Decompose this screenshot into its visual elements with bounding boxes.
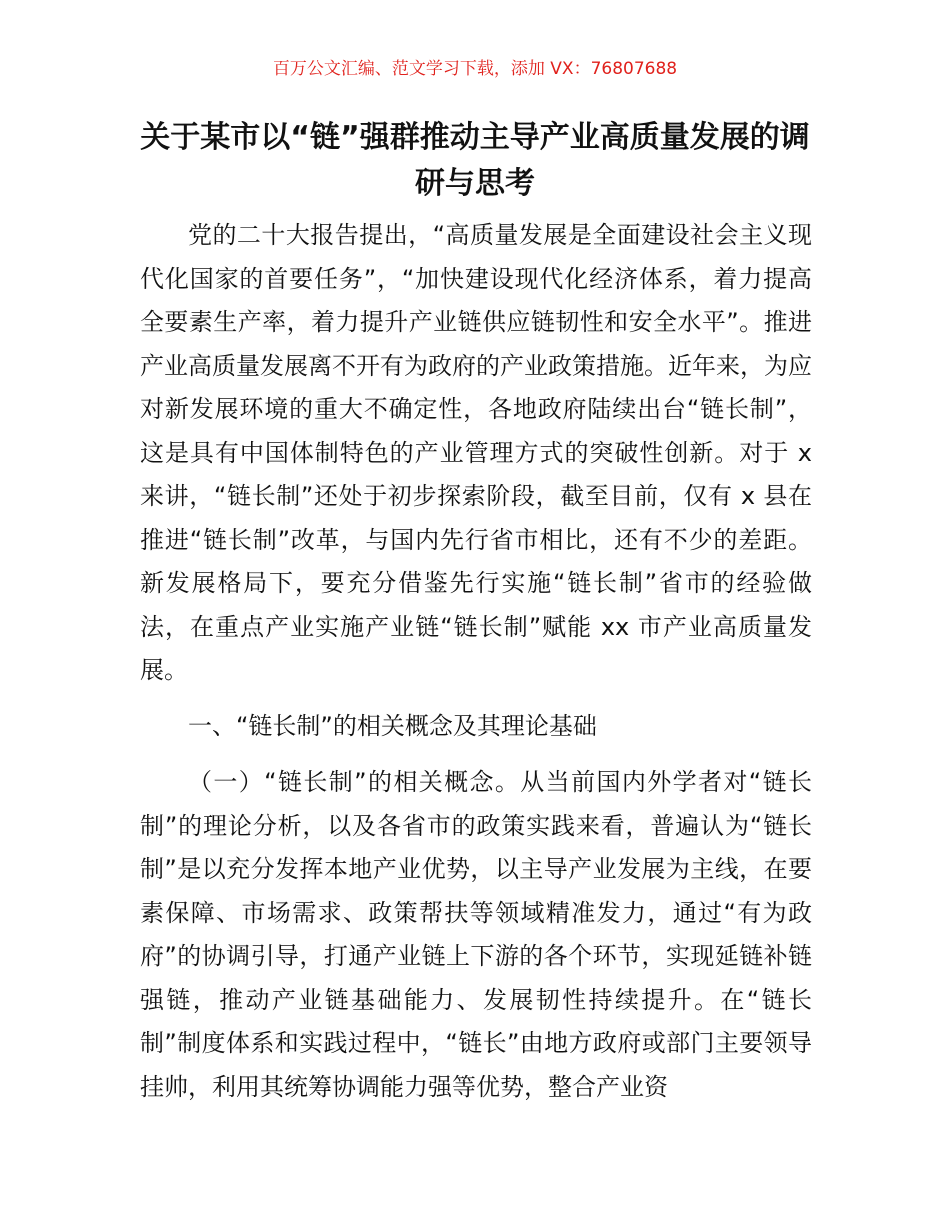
document-body [140,214,812,1109]
section-heading: 一、“链长制”的相关概念及其理论基础 [188,711,597,740]
intro-paragraph: 党的二十大报告提出，“高质量发展是全面建设社会主义现代化国家的首要任务”，“加快建设现代化经济体系，着力提高全要素生产率，着力提升产业链供应链韧性和安全水平”。推进产业高质量发展离不开有为政府的产业政策措施。近年来，为应对新发展环境的重大不确定性，各地政府陆续出台“链长制”，这是具有中国体制特色的产业管理方式的突破性创新。对于 x 来讲，“链长制”还处于初步探索阶段，截至目前，仅有 x 县在推进“链长制”改革，与国内先行省市相比，还有不少的差距。新发展格局下，要充分借鉴先行实施“链长制”省市的经验做法，在重点产业实施产业链“链长制”赋能 xx 市产业高质量发展。 [140,221,812,684]
document-title: 关于某市以“链”强群推动主导产业高质量发展的调研与思考 [140,120,810,201]
watermark-banner: 百万公文汇编、范文学习下载，添加 VX：76807688 [272,59,678,79]
subsection-paragraph: （一）“链长制”的相关概念。从当前国内外学者对“链长制”的理论分析，以及各省市的政策实践来看，普遍认为“链长制”是以充分发挥本地产业优势，以主导产业发展为主线，在要素保障、市场需求、政策帮扶等领域精准发力，通过“有为政府”的协调引导，打通产业链上下游的各个环节，实现延链补链强链，推动产业链基础能力、发展韧性持续提升。在“链长制”制度体系和实践过程中，“链长”由地方政府或部门主要领导挂帅，利用其统筹协调能力强等优势，整合产业资 [140,768,812,1101]
